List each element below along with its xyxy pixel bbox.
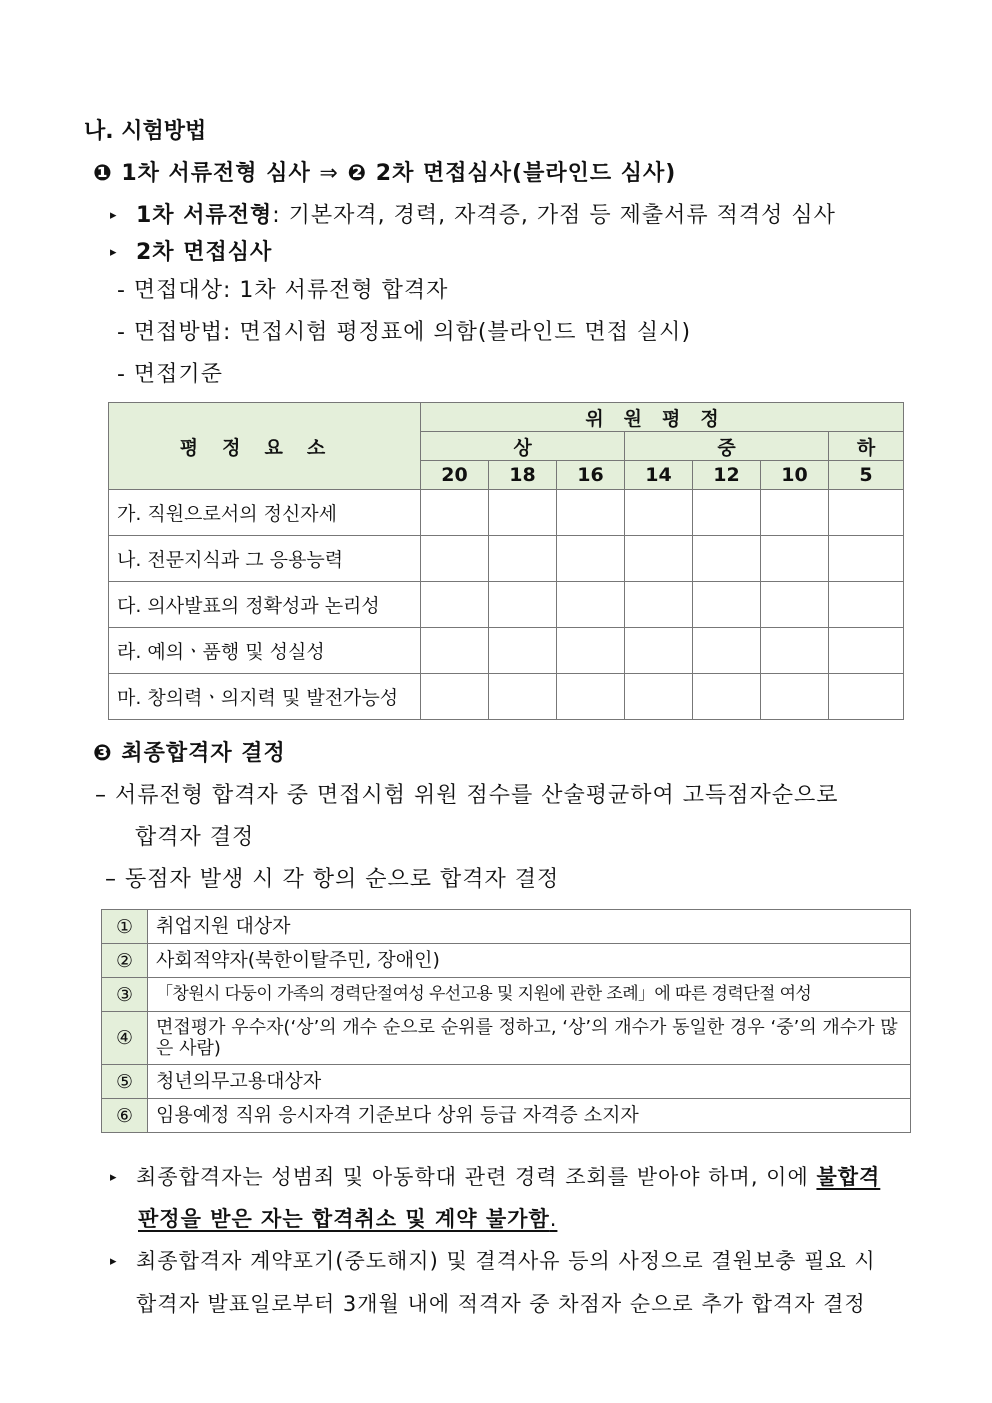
score-cell [693, 536, 761, 582]
score-header: 20 [421, 461, 489, 490]
score-cell [829, 490, 904, 536]
bullet-triangle-icon: ▸ [110, 1170, 118, 1185]
grade-high: 상 [421, 432, 625, 461]
final-title: 최종합격자 결정 [121, 741, 286, 766]
interview-item: - 면접대상: 1차 서류전형 합격자 [117, 278, 449, 303]
score-cell [489, 674, 557, 720]
doc-review-line [110, 198, 836, 229]
criteria-label: 마. 창의력ㆍ의지력 및 발전가능성 [109, 674, 421, 720]
priority-text: 사회적약자(북한이탈주민, 장애인) [148, 944, 911, 978]
score-cell [761, 536, 829, 582]
step1-number: ❶ [93, 161, 113, 186]
priority-text: 취업지원 대상자 [148, 910, 911, 944]
score-cell [421, 628, 489, 674]
table-row [109, 582, 904, 628]
priority-number: ① [102, 910, 148, 944]
table-row [102, 1099, 911, 1133]
priority-number: ③ [102, 978, 148, 1012]
criteria-label: 다. 의사발표의 정확성과 논리성 [109, 582, 421, 628]
score-cell [761, 582, 829, 628]
score-cell [693, 674, 761, 720]
score-cell [693, 490, 761, 536]
tie-break-table [101, 909, 911, 1133]
score-cell [489, 490, 557, 536]
step1-label: 1차 서류전형 심사 [121, 161, 311, 186]
score-cell [489, 582, 557, 628]
note-1-line-1 [110, 1161, 880, 1191]
score-cell [761, 490, 829, 536]
section-title: 나. 시험방법 [84, 119, 207, 144]
note-1-emphasis-cont: 판정을 받은 자는 합격취소 및 계약 불가함 [138, 1207, 550, 1231]
score-cell [625, 582, 693, 628]
doc-review-text: : 기본자격, 경력, 자격증, 가점 등 제출서류 적격성 심사 [272, 203, 836, 228]
priority-number: ⑥ [102, 1099, 148, 1133]
score-cell [489, 536, 557, 582]
interview-line [110, 235, 272, 266]
table-row [102, 944, 911, 978]
score-cell [625, 674, 693, 720]
table-row [102, 1065, 911, 1099]
note-1-line-2 [138, 1203, 557, 1233]
note-1-period: . [549, 1207, 558, 1231]
step2-label: 2차 면접심사(블라인드 심사) [375, 161, 677, 186]
final-rule-1-cont: 합격자 결정 [135, 825, 255, 850]
evaluation-table [108, 402, 904, 720]
priority-number: ④ [102, 1012, 148, 1065]
table-row [109, 628, 904, 674]
score-header: 5 [829, 461, 904, 490]
priority-text: 「창원시 다둥이 가족의 경력단절여성 우선고용 및 지원에 관한 조례」에 따른 경력단절 여성 [148, 978, 911, 1012]
score-cell [761, 674, 829, 720]
score-cell [829, 674, 904, 720]
score-cell [421, 582, 489, 628]
score-header: 18 [489, 461, 557, 490]
table-row [102, 978, 911, 1012]
score-cell [829, 536, 904, 582]
score-cell [761, 628, 829, 674]
final-heading [93, 736, 286, 767]
criteria-header: 평정요소 [109, 403, 421, 490]
grade-low: 하 [829, 432, 904, 461]
score-cell [829, 582, 904, 628]
score-cell [557, 582, 625, 628]
doc-review-label: 1차 서류전형 [136, 203, 273, 228]
final-number: ❸ [93, 741, 113, 766]
bullet-triangle-icon: ▸ [110, 245, 118, 260]
score-cell [693, 582, 761, 628]
score-header: 14 [625, 461, 693, 490]
bullet-triangle-icon: ▸ [110, 208, 118, 223]
criteria-label: 가. 직원으로서의 정신자세 [109, 490, 421, 536]
bullet-triangle-icon: ▸ [110, 1254, 118, 1269]
score-cell [557, 674, 625, 720]
table-row [102, 1012, 911, 1065]
step2-number: ❷ [347, 161, 368, 186]
score-cell [829, 628, 904, 674]
note-1-emphasis: 불합격 [816, 1165, 881, 1189]
table-row [109, 490, 904, 536]
table-row [102, 910, 911, 944]
process-line [93, 156, 676, 187]
score-header: 16 [557, 461, 625, 490]
final-rule-1: – 서류전형 합격자 중 면접시험 위원 점수를 산술평균하여 고득점자순으로 [95, 783, 839, 808]
note-2-line-2: 합격자 발표일로부터 3개월 내에 적격자 중 차점자 순으로 추가 합격자 결정 [136, 1292, 866, 1316]
priority-number: ⑤ [102, 1065, 148, 1099]
score-cell [421, 674, 489, 720]
final-rule-2: – 동점자 발생 시 각 항의 순으로 합격자 결정 [105, 867, 560, 892]
score-cell [693, 628, 761, 674]
interview-item: - 면접기준 [117, 362, 223, 387]
score-cell [557, 628, 625, 674]
priority-number: ② [102, 944, 148, 978]
priority-text: 면접평가 우수자(‘상’의 개수 순으로 순위를 정하고, ‘상’의 개수가 동일한 경우 ‘중’의 개수가 많은 사람) [148, 1012, 911, 1065]
grade-mid: 중 [625, 432, 829, 461]
score-cell [625, 536, 693, 582]
priority-text: 청년의무고용대상자 [148, 1065, 911, 1099]
score-cell [557, 490, 625, 536]
score-cell [421, 490, 489, 536]
interview-item: - 면접방법: 면접시험 평정표에 의함(블라인드 면접 실시) [117, 320, 692, 345]
criteria-label: 라. 예의ㆍ품행 및 성실성 [109, 628, 421, 674]
score-header: 12 [693, 461, 761, 490]
committee-header: 위원평정 [421, 403, 904, 432]
criteria-label: 나. 전문지식과 그 응용능력 [109, 536, 421, 582]
note-2-line-1 [110, 1245, 876, 1275]
arrow-icon: ⇒ [319, 161, 339, 186]
score-cell [625, 628, 693, 674]
priority-text: 임용예정 직위 응시자격 기준보다 상위 등급 자격증 소지자 [148, 1099, 911, 1133]
score-cell [421, 536, 489, 582]
score-cell [489, 628, 557, 674]
table-row [109, 536, 904, 582]
interview-label: 2차 면접심사 [136, 240, 273, 265]
table-row [109, 674, 904, 720]
score-cell [557, 536, 625, 582]
score-cell [625, 490, 693, 536]
note-1-text: 최종합격자는 성범죄 및 아동학대 관련 경력 조회를 받아야 하며, 이에 [136, 1165, 817, 1189]
score-header: 10 [761, 461, 829, 490]
note-2-text: 최종합격자 계약포기(중도해지) 및 결격사유 등의 사정으로 결원보충 필요 시 [136, 1249, 876, 1273]
